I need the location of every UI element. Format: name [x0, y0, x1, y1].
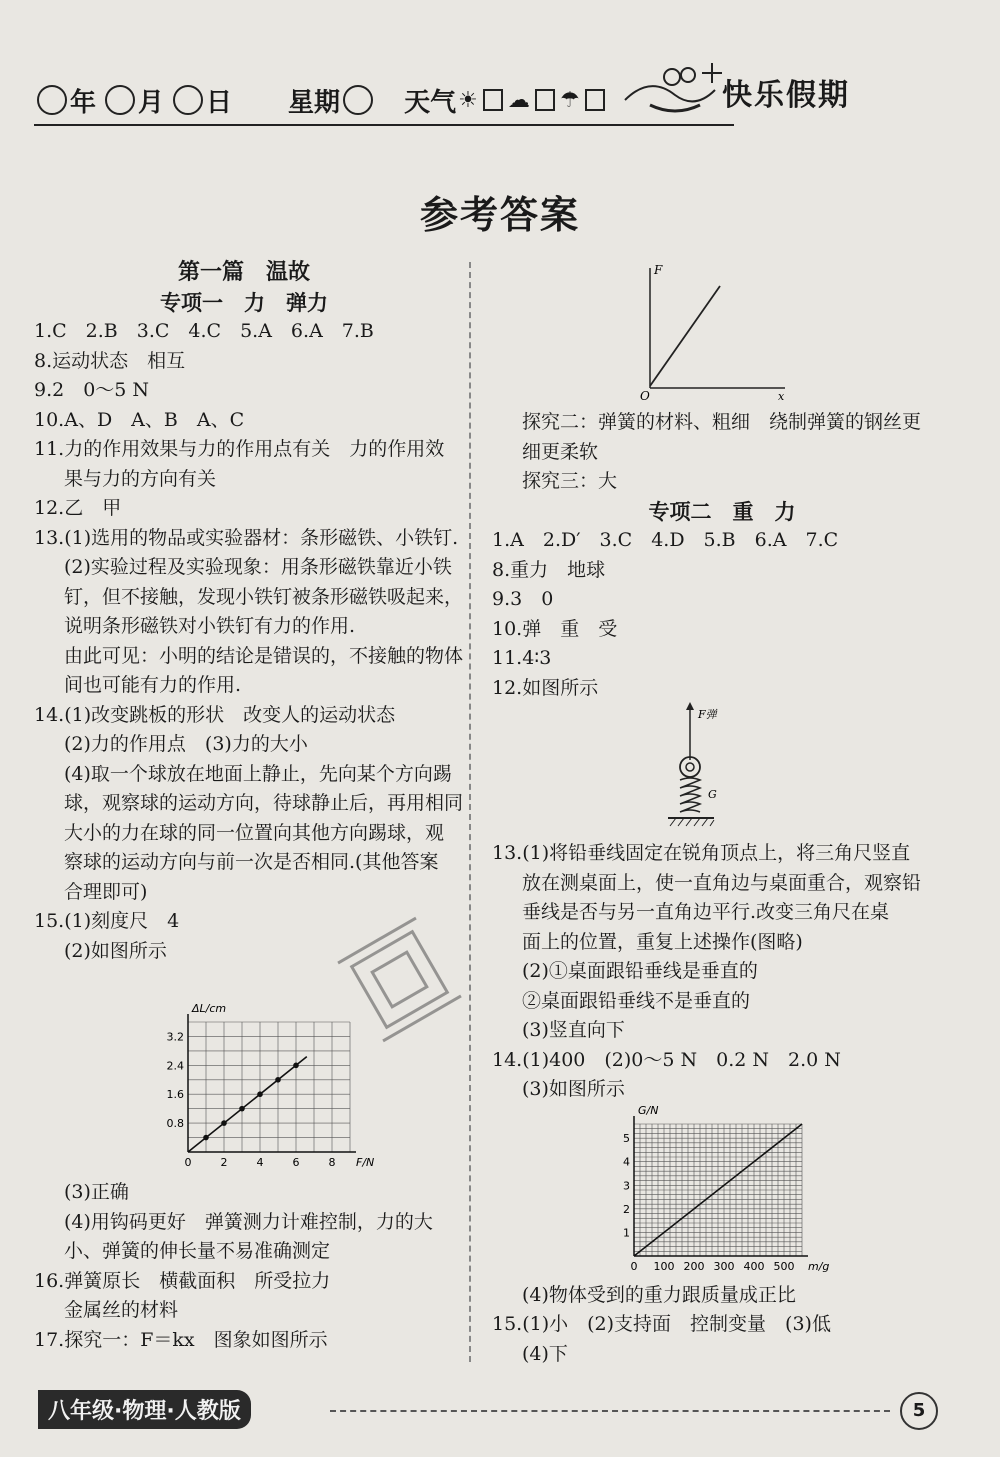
answer-line: 16.弹簧原长 横截面积 所受拉力 [34, 1269, 331, 1292]
page-title: 参考答案 [419, 192, 580, 237]
answer-line: 1.C 2.B 3.C 4.C 5.A 6.A 7.B [34, 320, 374, 342]
footer-rule [330, 1410, 890, 1412]
y-axis-label: G/N [638, 1104, 659, 1117]
watermark-stamp [330, 900, 510, 1070]
y-tick-label: 2.4 [166, 1059, 184, 1073]
x-tick-label: 400 [743, 1260, 765, 1273]
answer-line: (4)下 [522, 1342, 568, 1365]
origin-label: O [640, 389, 650, 403]
answer-line: 探究三：大 [522, 470, 618, 492]
answer-line: (4)用钩码更好 弹簧测力计难控制，力的大 [64, 1210, 433, 1233]
answer-line: 10.A、D A、B A、C [34, 408, 245, 431]
answer-line: (2)如图所示 [64, 939, 167, 962]
column-divider [469, 262, 471, 1362]
y-tick-label: 1 [623, 1226, 630, 1240]
answer-line: (2)力的作用点 (3)力的大小 [64, 733, 308, 755]
page-number: 5 [900, 1392, 938, 1430]
x-tick-label: 0 [184, 1156, 192, 1169]
y-tick-label: 2 [623, 1202, 630, 1216]
checkbox-square [535, 89, 555, 111]
data-point [293, 1063, 299, 1069]
spring-ball-diagram [660, 700, 750, 832]
answer-line: 15.(1)小 (2)支持面 控制变量 (3)低 [492, 1313, 831, 1335]
answer-line: 17.探究一：F＝kx 图象如图所示 [34, 1328, 328, 1351]
answer-line: 金属丝的材料 [64, 1299, 179, 1321]
answer-line: 1.A 2.D′ 3.C 4.D 5.B 6.A 7.C [492, 529, 839, 551]
blank-circle [37, 85, 67, 115]
answer-line: 14.(1)改变跳板的形状 改变人的运动状态 [34, 703, 396, 726]
answer-line: 间也可能有力的作用. [64, 674, 242, 696]
x-tick-label: 8 [328, 1156, 336, 1169]
answer-line: 大小的力在球的同一位置向其他方向踢球，观 [64, 821, 445, 844]
rain-cloud-icon: ☂ [559, 87, 580, 113]
data-point [275, 1077, 281, 1083]
answer-line: 9.3 0 [492, 588, 554, 610]
axis-label-f: F [654, 263, 663, 277]
x-tick-label: 0 [630, 1260, 638, 1273]
answer-line: 垂线是否与另一直角边平行.改变三角尺在桌 [522, 901, 890, 923]
answer-line: 12.如图所示 [492, 676, 599, 699]
day-label: 日 [206, 87, 233, 118]
answer-line: 球，观察球的运动方向，待球静止后，再用相同 [64, 792, 464, 814]
answer-line: 钉，但不接触，发现小铁钉被条形磁铁吸起来， [64, 585, 464, 608]
x-tick-label: 4 [256, 1156, 264, 1169]
answer-line: 小、弹簧的伸长量不易准确测定 [64, 1240, 331, 1262]
y-tick-label: 3.2 [166, 1030, 184, 1044]
grade-subject-label: 八年级·物理·人教版 [38, 1390, 251, 1429]
checkbox-square [585, 89, 605, 111]
y-tick-label: 0.8 [166, 1117, 184, 1131]
x-tick-label: 2 [220, 1156, 228, 1169]
part-title: 第一篇 温故 [177, 259, 310, 285]
answer-line: 12.乙 甲 [34, 497, 122, 519]
answer-line: (3)正确 [64, 1181, 129, 1203]
answer-line: (3)竖直向下 [522, 1019, 625, 1041]
data-point [257, 1091, 263, 1097]
answer-line: 由此可见：小明的结论是错误的，不接触的物体 [64, 644, 464, 667]
section-title: 专项一 力 弹力 [160, 289, 328, 315]
answer-line: 11.力的作用效果与力的作用点有关 力的作用效 [34, 438, 445, 460]
answer-line: 10.弹 重 受 [492, 617, 618, 640]
answer-line: (2)实验过程及实验现象：用条形磁铁靠近小铁 [64, 556, 452, 578]
x-tick-label: 500 [773, 1260, 795, 1273]
data-point [239, 1106, 245, 1112]
y-tick-label: 4 [623, 1155, 630, 1169]
answer-line: 14.(1)400 (2)0～5 N 0.2 N 2.0 N [492, 1048, 841, 1071]
answer-line: (3)如图所示 [522, 1078, 625, 1100]
weight-mass-chart [600, 1092, 830, 1277]
answer-line: 说明条形磁铁对小铁钉有力的作用. [64, 615, 356, 637]
y-tick-label: 1.6 [166, 1088, 184, 1102]
blank-circle [343, 85, 373, 115]
x-axis-label: F/N [356, 1156, 375, 1169]
x-tick-label: 100 [653, 1260, 675, 1273]
answer-line: 合理即可) [64, 880, 148, 903]
answer-line: 8.运动状态 相互 [34, 349, 186, 372]
blank-circle [173, 85, 203, 115]
checkbox-square [483, 89, 503, 111]
y-tick-label: 3 [623, 1179, 630, 1193]
x-axis-label: m/g [808, 1260, 830, 1273]
brand-title: 快乐假期 [722, 78, 850, 113]
answer-line: 果与力的方向有关 [64, 467, 217, 490]
x-tick-label: 300 [713, 1260, 735, 1273]
answer-line: 9.2 0～5 N [34, 379, 150, 401]
data-point [203, 1135, 209, 1141]
answer-line: (2)①桌面跟铅垂线是垂直的 [522, 960, 758, 982]
answer-line: 放在测桌面上，使一直角边与桌面重合，观察铅 [522, 871, 922, 894]
answer-line: ②桌面跟铅垂线不是垂直的 [522, 989, 751, 1012]
weekday-label: 星期 [288, 87, 341, 118]
axis-label-x: x [778, 390, 785, 403]
weight-label: G [708, 788, 717, 801]
cloud-icon: ☁ [507, 87, 530, 113]
y-axis-label: ΔL/cm [192, 1002, 227, 1015]
left-column [34, 258, 464, 1355]
data-point [221, 1120, 227, 1126]
answer-line: (4)取一个球放在地面上静止，先向某个方向踢 [64, 762, 452, 785]
answer-line: 11.4∶3 [492, 647, 552, 669]
answer-line: (4)物体受到的重力跟质量成正比 [522, 1283, 796, 1306]
answer-line: 13.(1)将铅垂线固定在锐角顶点上，将三角尺竖直 [492, 842, 911, 864]
answer-line: 察球的运动方向与前一次是否相同.(其他答案 [64, 851, 439, 873]
answer-line: 细更柔软 [522, 440, 599, 463]
y-tick-label: 5 [623, 1132, 630, 1146]
page-footer [30, 1390, 950, 1430]
answer-line: 面上的位置，重复上述操作(图略) [522, 930, 803, 953]
answer-line: 15.(1)刻度尺 4 [34, 910, 180, 932]
month-label: 月 [138, 87, 165, 118]
spring-force-label: F弹 [698, 708, 717, 721]
answer-line: 8.重力 地球 [492, 558, 606, 581]
blank-circle [105, 85, 135, 115]
force-extension-sketch [620, 258, 800, 403]
answer-line: 探究二：弹簧的材料、粗细 绕制弹簧的钢丝更 [522, 411, 922, 433]
sun-icon: ☀ [458, 87, 478, 113]
x-tick-label: 6 [292, 1156, 300, 1169]
answer-line: 13.(1)选用的物品或实验器材：条形磁铁、小铁钉. [34, 526, 459, 549]
weather-label: 天气 [404, 87, 457, 118]
section-title: 专项二 重 力 [648, 498, 796, 524]
year-label: 年 [70, 87, 97, 118]
date-weather-header [34, 78, 608, 122]
x-tick-label: 200 [683, 1260, 705, 1273]
